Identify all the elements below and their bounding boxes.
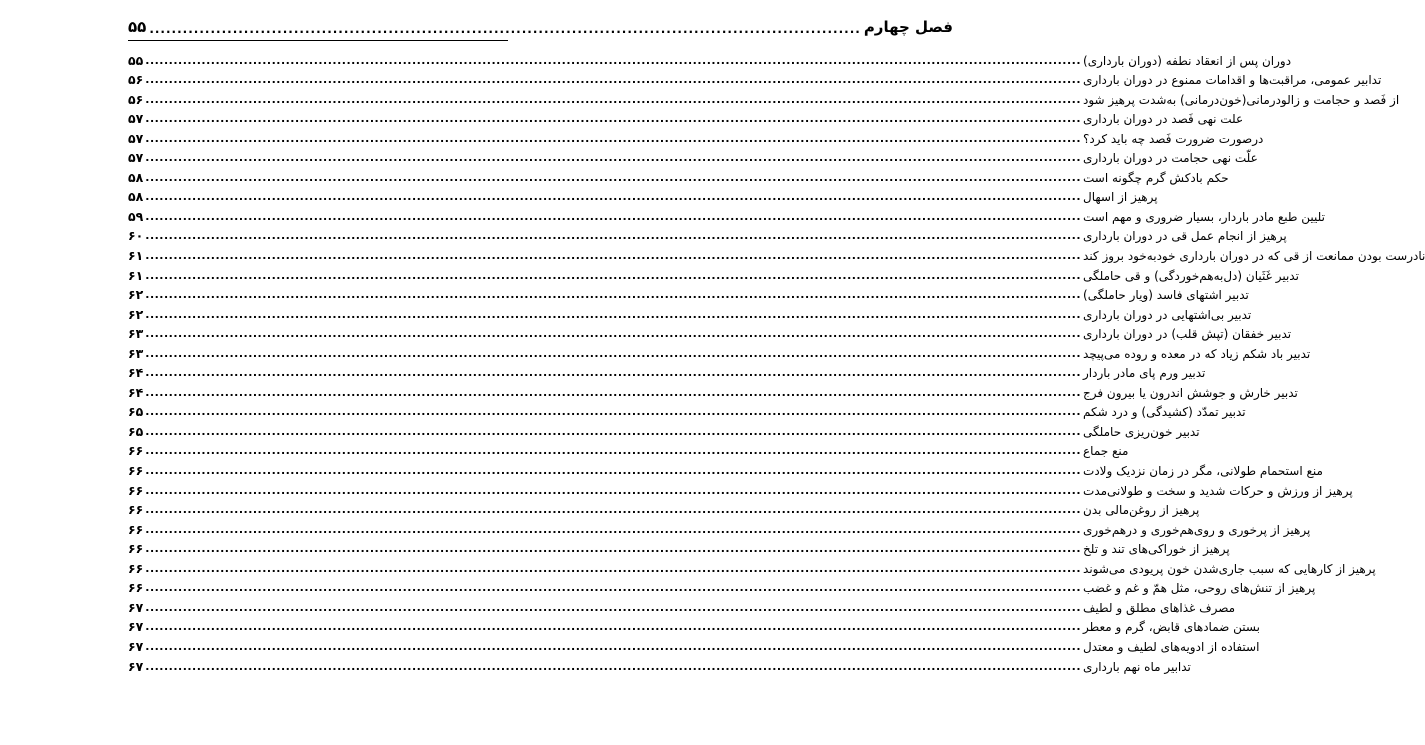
toc-entry[interactable] <box>128 615 1260 635</box>
toc-page <box>128 0 1425 745</box>
toc-entry[interactable] <box>128 322 1292 342</box>
dot-leader: ........................................................................................................................................................................................................ <box>145 464 1082 478</box>
toc-entry-page: ۶۷ <box>128 619 144 635</box>
toc-entry-title: تلیین طبع مادر باردار، بسیار ضروری و مهم است <box>1083 209 1325 224</box>
toc-entry-title: دوران پس از انعقاد نطفه (دوران بارداری) <box>1083 53 1292 68</box>
dot-leader: ........................................................................................................................................................................................................ <box>145 131 1082 145</box>
toc-entry[interactable] <box>128 439 1129 459</box>
toc-entry[interactable] <box>128 380 1298 400</box>
toc-entry[interactable] <box>128 517 1311 537</box>
toc-entry-page: ۶۷ <box>128 599 144 615</box>
toc-entry-page: ۵۷ <box>128 111 144 127</box>
toc-entry-page: ۶۶ <box>128 502 144 518</box>
toc-entry-title: تدابیر ماه نهم بارداری <box>1083 659 1191 674</box>
dot-leader: ........................................................................................................................................................................................................ <box>145 170 1082 184</box>
toc-entry-title: تدبیر بی‌اشتهایی در دوران بارداری <box>1083 307 1252 322</box>
toc-entry[interactable] <box>128 576 1316 596</box>
dot-leader: ........................................................................................................................................................................................................ <box>145 405 1082 419</box>
header-divider <box>128 40 508 41</box>
dot-leader: ........................................................................................................................................................................................................ <box>145 561 1082 575</box>
toc-entry-title: پرهیز از خوراکی‌های تند و تلخ <box>1083 542 1230 557</box>
dot-leader: ........................................................................................................................................................................................................ <box>145 92 1082 106</box>
toc-entry[interactable] <box>128 107 1244 127</box>
toc-entry-title: تدبیر اشتهای فاسد (ویار حاملگی) <box>1083 288 1249 303</box>
toc-entry[interactable] <box>128 478 1353 498</box>
toc-entry-title: منع جماع <box>1083 444 1129 459</box>
toc-entry[interactable] <box>128 204 1325 224</box>
toc-entry[interactable] <box>128 458 1323 479</box>
toc-entry-page: ۶۶ <box>128 521 144 537</box>
toc-entry-page: ۶۵ <box>128 404 144 420</box>
toc-entry-page: ۵۷ <box>128 150 144 166</box>
toc-entry[interactable] <box>128 419 1200 439</box>
toc-entry-page: ۵۸ <box>128 169 144 185</box>
toc-entry-title: پرهیز از پرخوری و روی‌هم‌خوری و درهم‌خوری <box>1083 522 1311 537</box>
dot-leader: ........................................................................................................................................................................................................ <box>145 366 1082 380</box>
dot-leader: ........................................................................................................................................................................................................ <box>145 620 1082 634</box>
dot-leader: ........................................................................................................................................................................................................ <box>145 424 1082 438</box>
dot-leader: ........................................................................................................................................................................................................ <box>145 385 1082 399</box>
toc-entry-title: پرهیز از تنش‌های روحی، مثل همّ و غم و غضب <box>1083 581 1316 596</box>
toc-entry-title: پرهیز از کارهایی که سبب جاری‌شدن خون پریودی می‌شوند <box>1083 561 1376 576</box>
toc-entry-page: ۶۳ <box>128 345 144 361</box>
toc-entry-title: منع استحمام طولانی، مگر در زمان نزدیک ولادت <box>1083 464 1323 479</box>
dot-leader: ........................................................................................................................................................................................................ <box>145 151 1082 165</box>
dot-leader: ........................................................................................................................................................................................................ <box>145 600 1082 614</box>
toc-entry[interactable] <box>128 185 1158 205</box>
toc-entry-title: پرهیز از روغن‌مالی بدن <box>1083 503 1200 518</box>
toc-entry[interactable] <box>128 361 1206 381</box>
toc-entry-title: پرهیز از انجام عمل قی در دوران بارداری <box>1083 229 1287 244</box>
toc-entry-title: استفاده از ادویه‌های لطیف و معتدل <box>1083 639 1260 654</box>
toc-list <box>128 48 1425 674</box>
toc-entry[interactable] <box>128 165 1229 185</box>
dot-leader: ........................................................................................................................................................................................................ <box>145 659 1082 673</box>
dot-leader: ........................................................................................................................................................................................................ <box>145 268 1082 282</box>
toc-entry-page: ۵۷ <box>128 130 144 146</box>
chapter-page-number: ۵۵ <box>128 18 147 36</box>
dot-leader: ........................................................................................................................................................................................................ <box>145 503 1082 517</box>
toc-entry[interactable] <box>128 224 1287 244</box>
toc-entry[interactable] <box>128 595 1236 615</box>
toc-entry-page: ۶۴ <box>128 384 144 400</box>
toc-entry-page: ۶۰ <box>128 228 144 244</box>
toc-entry-page: ۶۶ <box>128 560 144 576</box>
toc-entry-title: تدبیر خفقان (تپش قلب) در دوران بارداری <box>1083 327 1292 342</box>
toc-entry-page: ۵۶ <box>128 72 144 88</box>
toc-entry-page: ۶۷ <box>128 658 144 674</box>
dot-leader: ........................................................................................................................................................................................................ <box>145 288 1082 302</box>
dot-leader: ........................................................................................................................................................................................................ <box>145 307 1082 321</box>
toc-entry-page: ۶۷ <box>128 638 144 654</box>
toc-entry-page: ۶۵ <box>128 423 144 439</box>
toc-entry-title: مصرف غذاهای مطلق و لطیف <box>1083 600 1236 615</box>
dot-leader: ........................................................................................................................................................................................................ <box>145 639 1082 653</box>
toc-entry[interactable] <box>128 283 1249 303</box>
toc-entry-page: ۵۸ <box>128 189 144 205</box>
toc-entry-title: تدابیر عمومی، مراقبت‌ها و اقدامات ممنوع در دوران بارداری <box>1083 73 1382 88</box>
toc-entry-page: ۶۳ <box>128 326 144 342</box>
toc-entry-title: حکم بادکش گرم چگونه است <box>1083 170 1229 185</box>
dot-leader: ........................................................................................................................................................................................................ <box>145 483 1082 497</box>
toc-entry-title: علت نهی فَصد در دوران بارداری <box>1083 112 1244 127</box>
toc-entry-title: از فَصد و حجامت و زالو‌درمانی(خون‌درمانی) به‌شدت پرهیز شود <box>1083 92 1400 107</box>
toc-entry-page: ۶۶ <box>128 541 144 557</box>
toc-entry-title: پرهیز از ورزش و حرکات شدید و سخت و طولانی‌مدت <box>1083 483 1353 498</box>
toc-entry-title: بستن ضمادهای قابض، گرم و معطر <box>1083 620 1260 635</box>
toc-entry-page: ۶۱ <box>128 267 144 283</box>
dot-leader: ........................................................................................................................................................................................................ <box>145 581 1082 595</box>
dot-leader: ........................................................................................................................................................................................................ <box>145 53 1082 67</box>
toc-entry[interactable] <box>128 634 1260 654</box>
toc-entry-page: ۶۶ <box>128 580 144 596</box>
dot-leader: ................................................................................................................................ <box>149 22 861 36</box>
toc-entry-page: ۶۶ <box>128 482 144 498</box>
toc-entry-title: تدبیر خون‌ریزی حاملگی <box>1083 424 1200 439</box>
toc-entry-page: ۵۵ <box>128 52 144 68</box>
dot-leader: ........................................................................................................................................................................................................ <box>145 346 1082 360</box>
dot-leader: ........................................................................................................................................................................................................ <box>145 327 1082 341</box>
toc-entry[interactable] <box>128 146 1258 166</box>
toc-entry[interactable] <box>128 302 1252 322</box>
toc-entry-title: علّت نهی حجامت در دوران بارداری <box>1083 151 1258 166</box>
toc-entry-title: نادرست بودن ممانعت از قی که در دوران بارداری خودبه‌خود بروز کند <box>1083 249 1425 264</box>
toc-entry-title: تدبیر غَثَیان (دل‌به‌هم‌خوردگی) و قی حاملگی <box>1083 268 1299 283</box>
dot-leader: ........................................................................................................................................................................................................ <box>145 73 1082 87</box>
toc-entry-page: ۶۲ <box>128 287 144 303</box>
dot-leader: ........................................................................................................................................................................................................ <box>145 229 1082 243</box>
dot-leader: ........................................................................................................................................................................................................ <box>145 190 1082 204</box>
toc-entry[interactable] <box>128 654 1191 674</box>
toc-entry-title: درصورت ضرورت فَصد چه باید کرد؟ <box>1083 131 1264 146</box>
toc-entry[interactable] <box>128 87 1400 107</box>
chapter-header <box>128 14 953 36</box>
toc-entry[interactable] <box>128 537 1230 557</box>
dot-leader: ........................................................................................................................................................................................................ <box>145 542 1082 556</box>
toc-entry-title: تدبیر تمدّد (کشیدگی) و درد شکم <box>1083 405 1246 420</box>
toc-entry[interactable] <box>128 341 1311 361</box>
toc-entry[interactable] <box>128 263 1299 283</box>
chapter-title: فصل چهارم <box>863 18 953 36</box>
toc-entry-page: ۵۶ <box>128 91 144 107</box>
toc-entry-title: تدبیر خارش و جوشش اندرون یا بیرون فرج <box>1083 385 1298 400</box>
toc-entry[interactable] <box>128 498 1200 518</box>
toc-entry[interactable] <box>128 48 1292 68</box>
toc-entry[interactable] <box>128 68 1382 88</box>
dot-leader: ........................................................................................................................................................................................................ <box>145 522 1082 536</box>
toc-entry-title: پرهیز از اسهال <box>1083 190 1158 205</box>
toc-entry-page: ۶۲ <box>128 306 144 322</box>
toc-entry-page: ۶۶ <box>128 443 144 459</box>
toc-entry[interactable] <box>128 400 1246 420</box>
dot-leader: ........................................................................................................................................................................................................ <box>145 209 1082 223</box>
dot-leader: ........................................................................................................................................................................................................ <box>145 249 1082 263</box>
toc-entry[interactable] <box>128 126 1264 146</box>
dot-leader: ........................................................................................................................................................................................................ <box>145 112 1082 126</box>
toc-entry-page: ۵۹ <box>128 208 144 224</box>
toc-entry-title: تدبیر ورم پای مادر باردار <box>1083 366 1206 381</box>
toc-entry[interactable] <box>128 243 1425 264</box>
toc-entry-page: ۶۴ <box>128 365 144 381</box>
dot-leader: ........................................................................................................................................................................................................ <box>145 444 1082 458</box>
toc-entry[interactable] <box>128 556 1376 576</box>
toc-entry-title: تدبیر باد شکم زیاد که در معده و روده می‌پیچد <box>1083 346 1311 361</box>
toc-entry-page: ۶۱ <box>128 248 144 264</box>
toc-entry-page: ۶۶ <box>128 463 144 479</box>
